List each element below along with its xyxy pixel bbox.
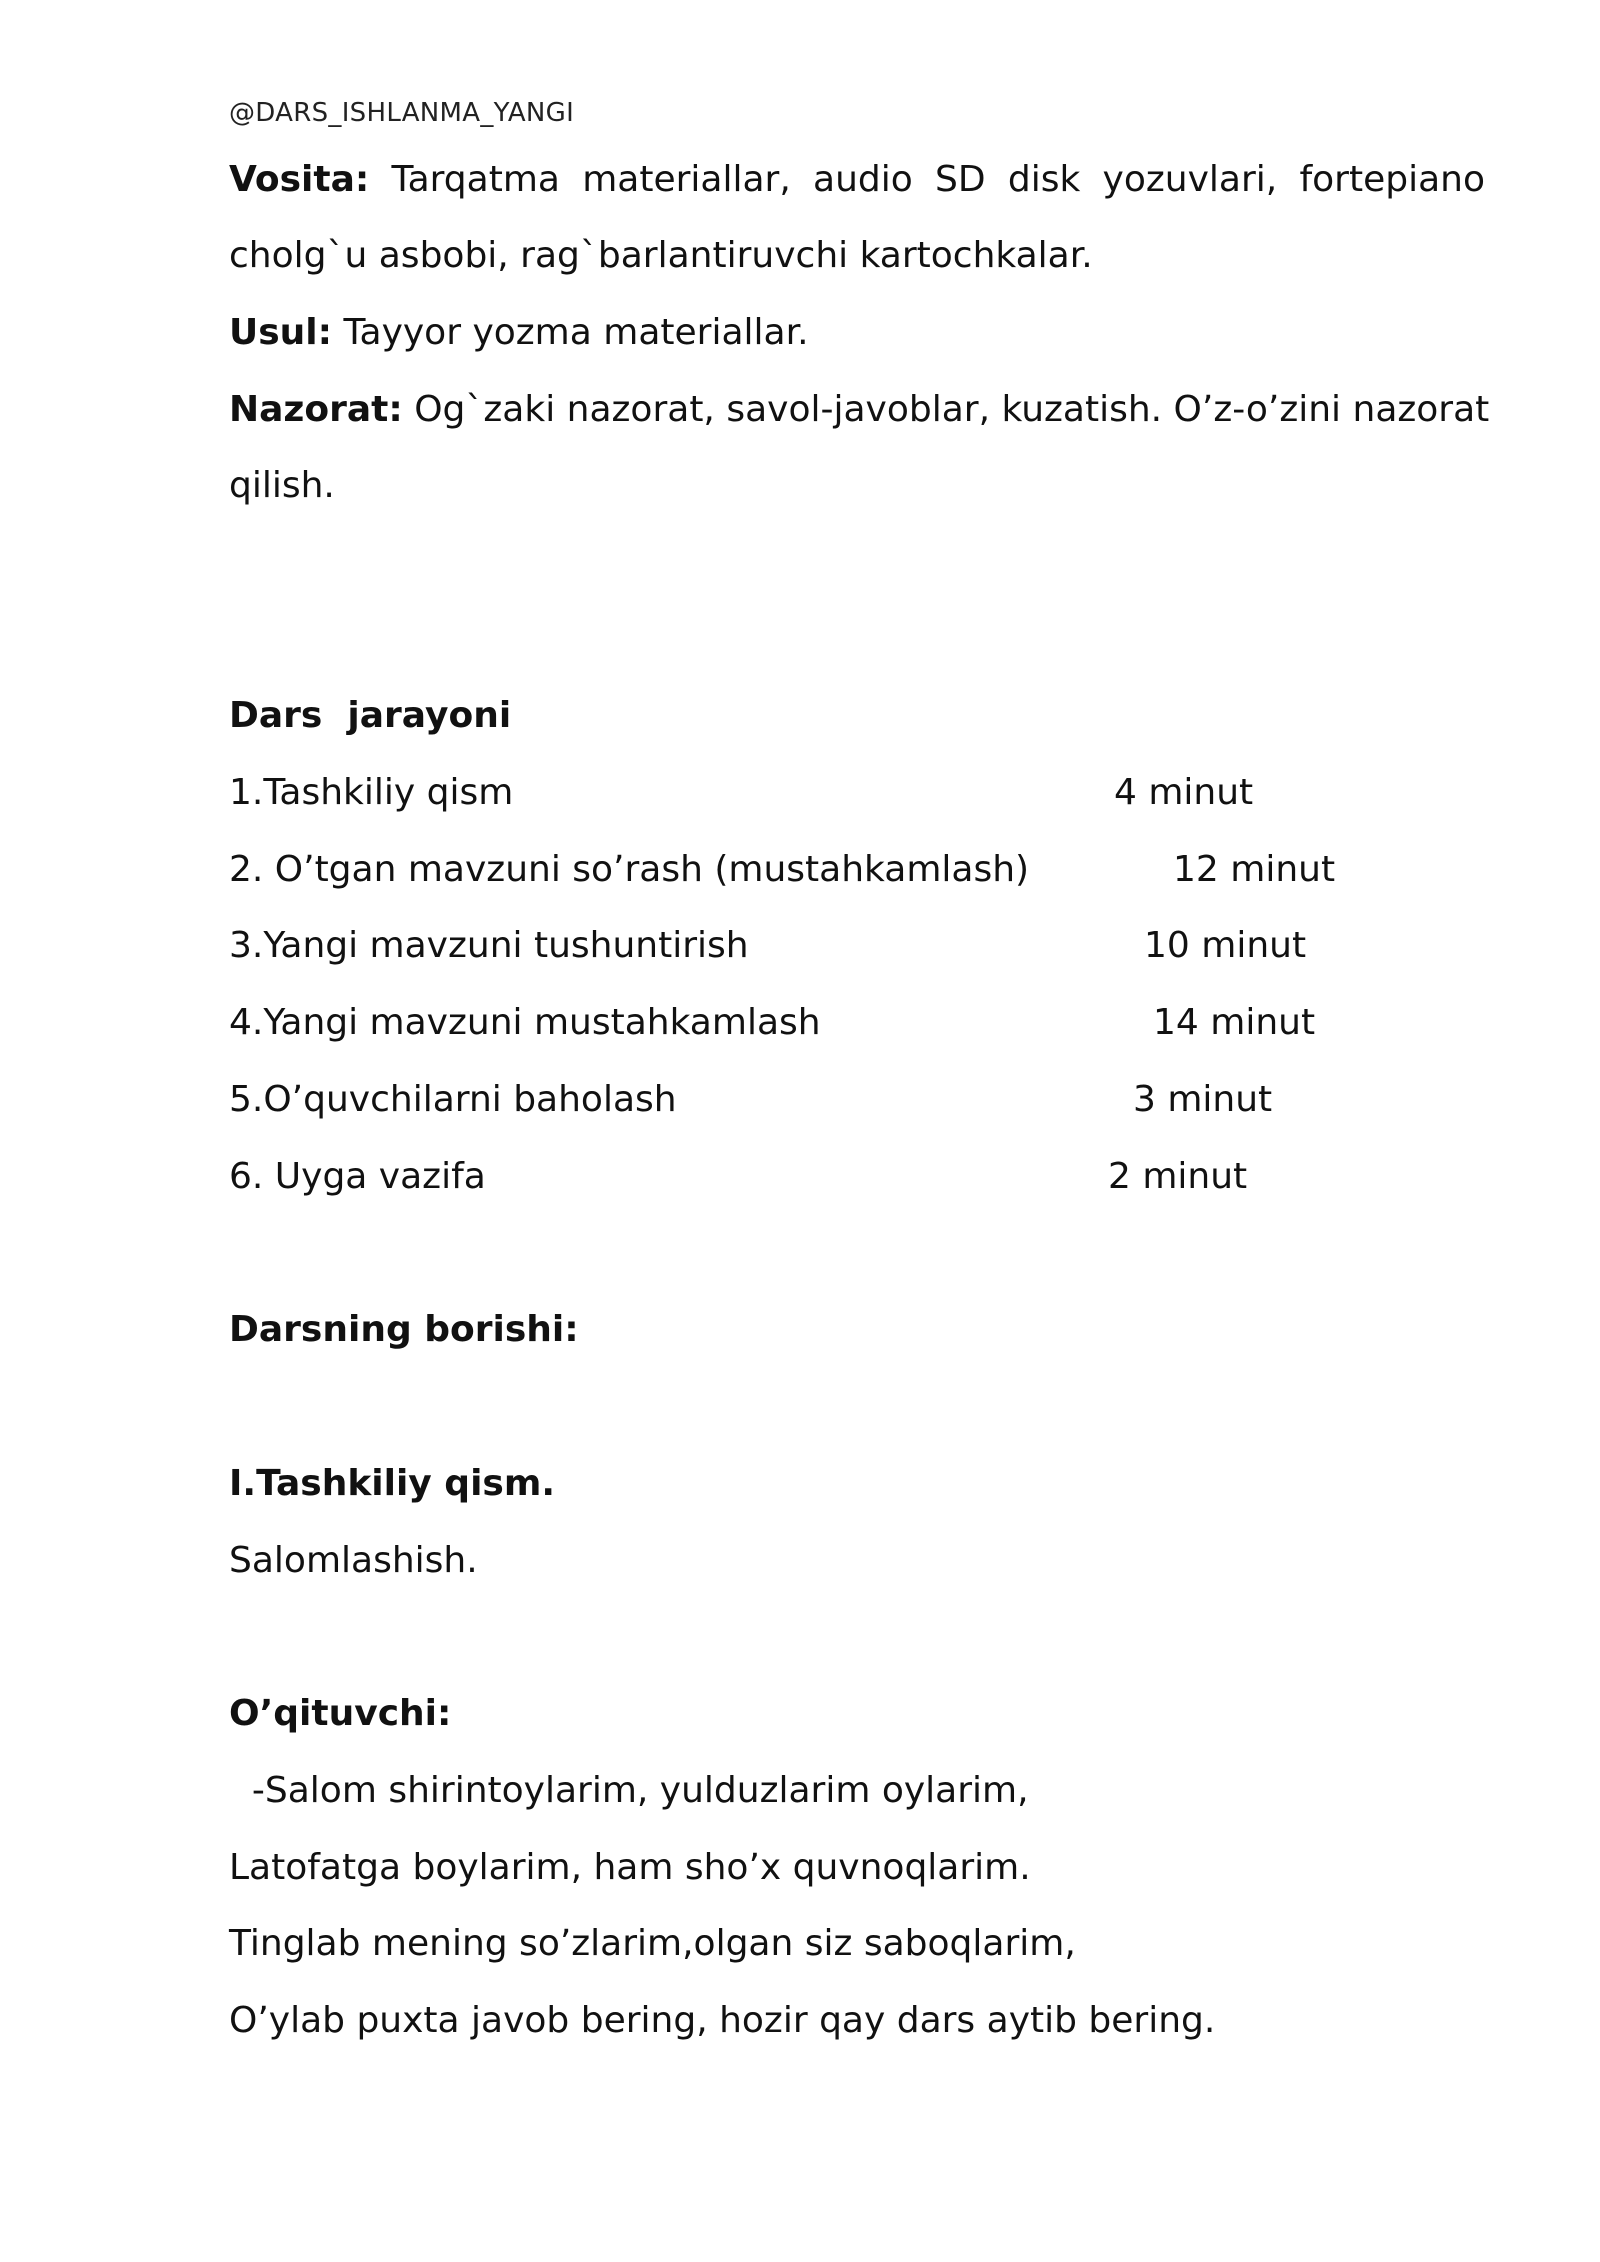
usul-line <box>229 312 809 353</box>
schedule-item-name: 6. Uyga vazifa <box>229 1156 486 1197</box>
poem-line: Tinglab mening so’zlarim,olgan siz saboqlarim, <box>229 1923 1076 1964</box>
schedule-item-duration: 4 minut <box>1114 772 1254 813</box>
schedule-item-name: 4.Yangi mavzuni mustahkamlash <box>229 1002 821 1043</box>
schedule-item-duration: 3 minut <box>1133 1079 1273 1120</box>
tashkiliy-qism-heading: I.Tashkiliy qism. <box>229 1463 556 1504</box>
schedule-item-duration: 14 minut <box>1153 1002 1316 1043</box>
nazorat-text-1: Og`zaki nazorat, savol-javoblar, kuzatish. O’z-o’zini nazorat <box>414 389 1490 430</box>
salomlashish-text: Salomlashish. <box>229 1540 478 1581</box>
nazorat-line-2: qilish. <box>229 465 335 506</box>
schedule-item-name: 3.Yangi mavzuni tushuntirish <box>229 925 749 966</box>
vosita-line-2: cholg`u asbobi, rag`barlantiruvchi kartochkalar. <box>229 235 1093 276</box>
schedule-item-duration: 10 minut <box>1144 925 1307 966</box>
schedule-item-name: 1.Tashkiliy qism <box>229 772 514 813</box>
watermark-text: @DARS_ISHLANMA_YANGI <box>229 98 575 128</box>
schedule-item-name: 5.O’quvchilarni baholash <box>229 1079 677 1120</box>
poem-line: -Salom shirintoylarim, yulduzlarim oylarim, <box>229 1770 1029 1811</box>
vosita-label: Vosita: <box>229 159 370 200</box>
usul-label: Usul: <box>229 312 333 353</box>
dars-jarayoni-title: Dars jarayoni <box>229 695 512 736</box>
vosita-line-1 <box>229 159 1485 200</box>
oqituvchi-label: O’qituvchi: <box>229 1693 452 1734</box>
schedule-item-duration: 2 minut <box>1108 1156 1248 1197</box>
schedule-item-name: 2. O’tgan mavzuni so’rash (mustahkamlash) <box>229 849 1030 890</box>
poem-line: O’ylab puxta javob bering, hozir qay dars aytib bering. <box>229 2000 1216 2041</box>
poem-line: Latofatga boylarim, ham sho’x quvnoqlarim. <box>229 1847 1031 1888</box>
vosita-text-1: Tarqatma materiallar, audio SD disk yozuvlari, fortepiano <box>391 159 1485 200</box>
nazorat-label: Nazorat: <box>229 389 403 430</box>
darsning-borishi-heading: Darsning borishi: <box>229 1309 579 1350</box>
nazorat-line-1 <box>229 389 1490 430</box>
schedule-item-duration: 12 minut <box>1173 849 1336 890</box>
usul-text: Tayyor yozma materiallar. <box>343 312 809 353</box>
